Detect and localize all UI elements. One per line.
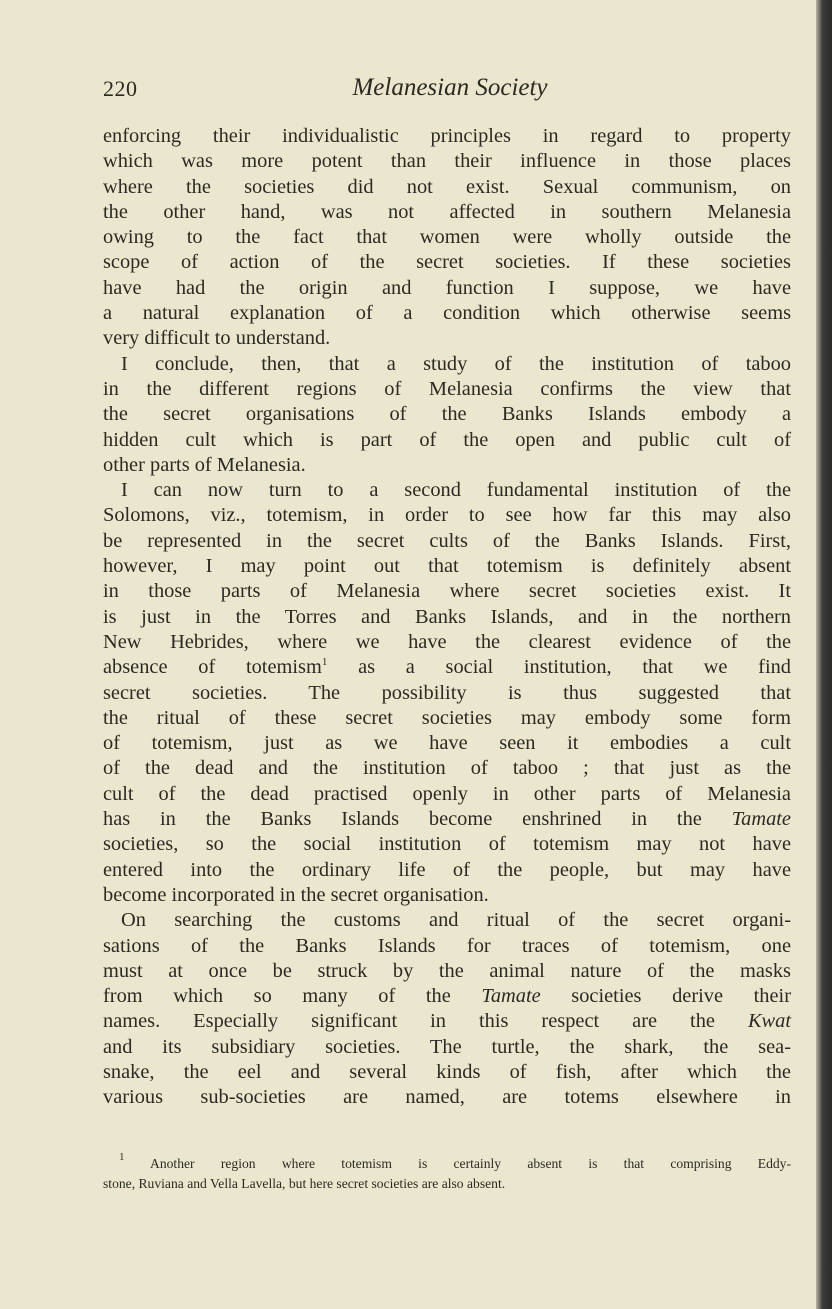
footnote-line: stone, Ruviana and Vella Lavella, but here secret societies are also absent. [103, 1176, 506, 1191]
footnote-marker: 1 [119, 1151, 125, 1163]
text-segment: become incorporated in the secret organisation. [103, 883, 489, 906]
text-line [103, 782, 791, 807]
text-line [103, 731, 791, 756]
text-line [103, 858, 791, 883]
text-line [103, 276, 791, 301]
text-line [103, 681, 791, 706]
text-line [103, 124, 791, 149]
text-segment: enforcing their individualistic principles in regard to property [103, 125, 791, 147]
text-segment: I conclude, then, that a study of the institution of taboo [121, 352, 791, 375]
text-line [103, 301, 791, 326]
text-segment: entered into the ordinary life of the people, but may have [103, 858, 791, 881]
text-line [103, 605, 791, 630]
text-line [103, 326, 791, 351]
text-line [103, 807, 791, 832]
text-line [103, 579, 791, 604]
footnote-reference: 1 [321, 656, 328, 669]
text-line [103, 984, 791, 1009]
text-line [103, 554, 791, 579]
text-segment: Solomons, viz., totemism, in order to see how far this may also [103, 504, 791, 527]
text-segment: a natural explanation of a condition which otherwise seems [103, 302, 791, 325]
italic-term: Tamate [731, 808, 791, 831]
text-line [103, 250, 791, 275]
text-line [103, 402, 791, 427]
text-segment: of totemism, just as we have seen it embodies a cult [103, 732, 791, 755]
text-segment: from which so many of the [103, 985, 482, 1008]
text-segment: secret societies. The possibility is thus suggested that [103, 681, 791, 704]
page-edge-shadow [816, 0, 832, 1309]
text-line [103, 706, 791, 731]
text-line [103, 529, 791, 554]
text-line [103, 1085, 791, 1110]
text-line [103, 908, 791, 933]
text-line [103, 655, 791, 680]
text-segment: sations of the Banks Islands for traces of totemism, one [103, 934, 791, 957]
text-segment: as a social institution, that we find [327, 656, 791, 679]
text-segment: owing to the fact that women were wholly outside the [103, 226, 791, 249]
text-line [103, 149, 791, 174]
footnote [103, 1151, 791, 1194]
text-line [103, 225, 791, 250]
text-segment: cult of the dead practised openly in other parts of Melanesia [103, 782, 791, 805]
text-line [103, 630, 791, 655]
text-line [103, 934, 791, 959]
text-line [103, 1060, 791, 1085]
text-segment: have had the origin and function I suppose, we have [103, 276, 791, 299]
text-segment: where the societies did not exist. Sexual communism, on [103, 175, 791, 198]
text-segment: and its subsidiary societies. The turtle, the shark, the sea- [103, 1035, 791, 1058]
text-segment: I can now turn to a second fundamental institution of the [121, 479, 791, 502]
text-line [103, 478, 791, 503]
text-segment: On searching the customs and ritual of the secret organi- [121, 909, 791, 932]
body-text [103, 124, 791, 1111]
footnote-text: Another region where totemism is certainly absent is that comprising Eddy- [124, 1156, 791, 1171]
text-segment: very difficult to understand. [103, 327, 331, 350]
text-segment: names. Especially significant in this respect are the [103, 1010, 748, 1033]
text-line [103, 428, 791, 453]
text-segment: the ritual of these secret societies may embody some form [103, 706, 791, 729]
text-line [103, 503, 791, 528]
text-segment: societies derive their [540, 985, 791, 1008]
text-line [103, 959, 791, 984]
text-segment: hidden cult which is part of the open and public cult of [103, 428, 791, 451]
text-segment: societies, so the social institution of totemism may not have [103, 833, 791, 856]
text-segment: snake, the eel and several kinds of fish, after which the [103, 1060, 791, 1083]
text-line [103, 1009, 791, 1034]
text-segment: has in the Banks Islands become enshrined in the [103, 808, 732, 831]
text-line [103, 352, 791, 377]
running-title: Melanesian Society [352, 74, 548, 101]
text-line [103, 200, 791, 225]
text-segment: other parts of Melanesia. [103, 453, 306, 476]
text-line [103, 1035, 791, 1060]
text-segment: the secret organisations of the Banks Islands embody a [103, 403, 791, 426]
text-segment: be represented in the secret cults of the Banks Islands. First, [103, 529, 791, 552]
text-segment: scope of action of the secret societies. If these societies [103, 251, 791, 274]
text-line [103, 377, 791, 402]
text-segment: the other hand, was not affected in southern Melanesia [103, 200, 791, 223]
page-number: 220 [103, 76, 138, 101]
text-line [103, 832, 791, 857]
text-segment: New Hebrides, where we have the clearest evidence of the [103, 630, 791, 653]
text-segment: absence of totemism [103, 656, 322, 679]
text-segment: is just in the Torres and Banks Islands, and in the northern [103, 605, 791, 628]
italic-term: Kwat [747, 1010, 791, 1033]
text-line [103, 453, 791, 478]
text-segment: which was more potent than their influence in those places [103, 150, 791, 173]
text-line [103, 883, 791, 908]
text-segment: however, I may point out that totemism is definitely absent [103, 555, 791, 578]
footnote-line [103, 1151, 791, 1174]
text-segment: in those parts of Melanesia where secret societies exist. It [103, 580, 791, 603]
text-line [103, 756, 791, 781]
text-segment: of the dead and the institution of taboo ; that just as the [103, 757, 791, 780]
text-segment: must at once be struck by the animal nature of the masks [103, 959, 791, 982]
text-line [103, 175, 791, 200]
italic-term: Tamate [481, 985, 541, 1008]
text-segment: in the different regions of Melanesia confirms the view that [103, 377, 791, 400]
text-segment: various sub-societies are named, are totems elsewhere in [103, 1086, 791, 1109]
